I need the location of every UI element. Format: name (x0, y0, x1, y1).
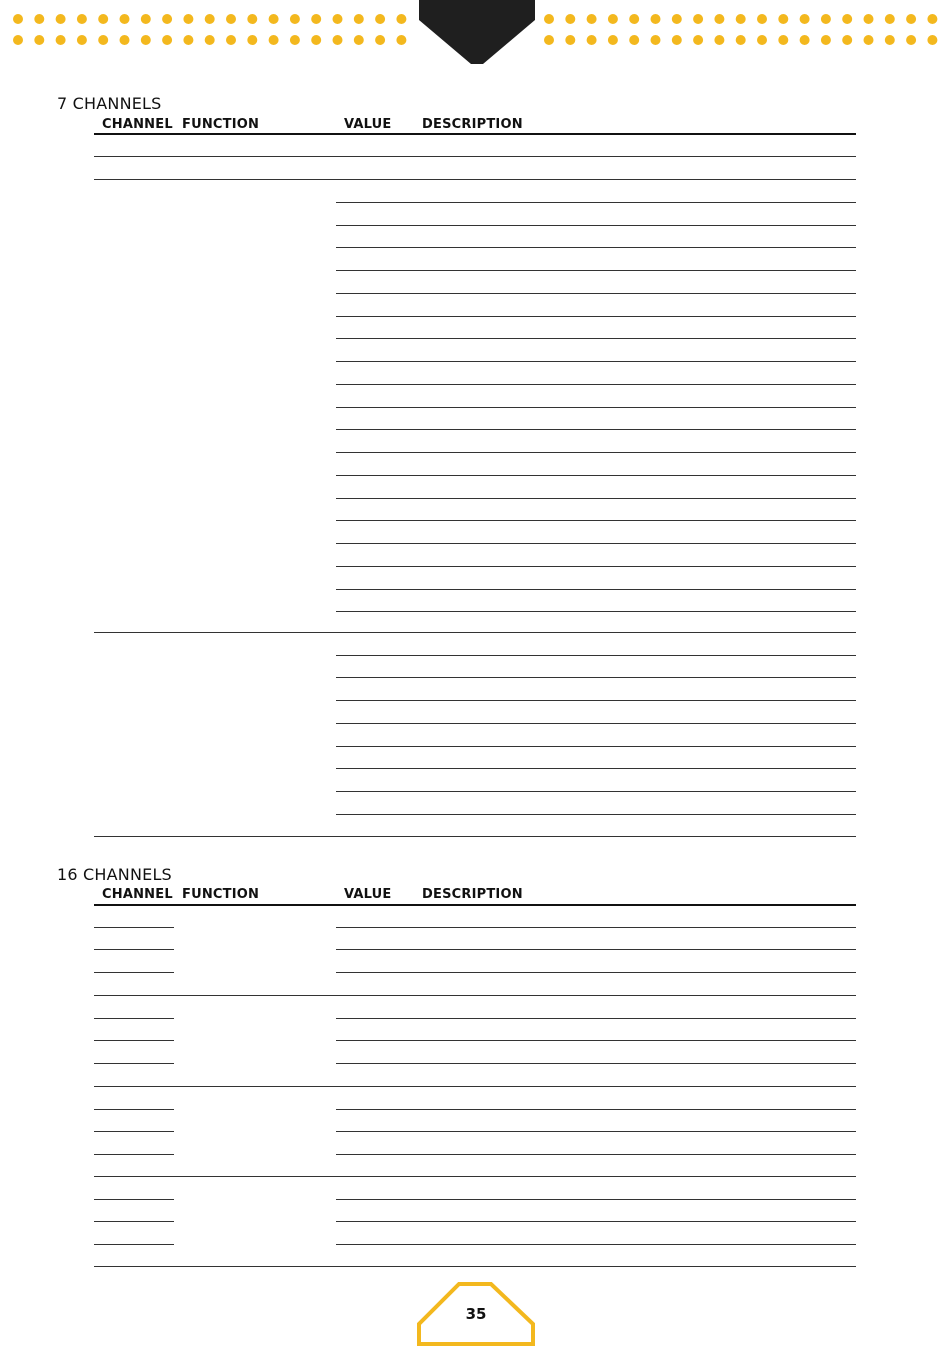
table-rule (94, 1244, 174, 1245)
table-rule (336, 225, 856, 226)
table-rule (94, 836, 856, 837)
section-title-16-channels: 16 CHANNELS (57, 865, 172, 884)
table-rule (336, 1131, 856, 1132)
table-rule (94, 179, 856, 180)
table-rule (94, 632, 856, 633)
table-rule (94, 927, 174, 928)
table-rule (94, 156, 856, 157)
table-rule (94, 1154, 174, 1155)
table-rule (336, 1063, 856, 1064)
table-rule (94, 972, 174, 973)
table-rule (336, 566, 856, 567)
table-rule (336, 202, 856, 203)
table-rule (336, 611, 856, 612)
table-rule (336, 677, 856, 678)
table-rule (94, 1131, 174, 1132)
table-rule (94, 1040, 174, 1041)
table-rule (336, 338, 856, 339)
table-rule (94, 1109, 174, 1110)
table-rule (94, 1018, 174, 1019)
table-rule (94, 949, 174, 950)
table-rule (336, 384, 856, 385)
table-rule (336, 270, 856, 271)
table-rule (94, 904, 856, 906)
table-rule (94, 1063, 174, 1064)
table-rule (94, 133, 856, 135)
table-rule (336, 293, 856, 294)
table-rule (336, 316, 856, 317)
table-rule (336, 949, 856, 950)
table-rule (336, 1018, 856, 1019)
table-rule (336, 543, 856, 544)
column-header-function: FUNCTION (182, 117, 260, 132)
dot-pattern-icon (12, 13, 412, 45)
table-rule (94, 1176, 856, 1177)
down-chevron-tab-icon (419, 0, 535, 70)
table-rule (336, 1040, 856, 1041)
table-rule (336, 520, 856, 521)
table-rule (94, 995, 856, 996)
column-header-description: DESCRIPTION (422, 117, 523, 132)
table-rule (336, 1154, 856, 1155)
table-rule (336, 1244, 856, 1245)
table-rule (336, 814, 856, 815)
table-rule (336, 247, 856, 248)
table-rule (336, 407, 856, 408)
column-header-description: DESCRIPTION (422, 887, 523, 902)
table-rule (336, 655, 856, 656)
table-rule (336, 1221, 856, 1222)
table-rule (336, 927, 856, 928)
table-rule (336, 498, 856, 499)
table-rule (336, 475, 856, 476)
column-header-function: FUNCTION (182, 887, 260, 902)
table-rule (336, 452, 856, 453)
table-rule (336, 972, 856, 973)
table-rule (336, 746, 856, 747)
table-rule (94, 1199, 174, 1200)
page-number: 35 (465, 1305, 487, 1323)
column-header-channel: CHANNEL (102, 117, 173, 132)
dot-pattern-icon (543, 13, 943, 45)
table-rule (336, 723, 856, 724)
column-header-value: VALUE (344, 117, 392, 132)
table-rule (336, 791, 856, 792)
table-rule (336, 361, 856, 362)
table-rule (94, 1221, 174, 1222)
table-rule (336, 768, 856, 769)
table-rule (336, 700, 856, 701)
table-rule (336, 1109, 856, 1110)
table-rule (336, 589, 856, 590)
table-rule (336, 1199, 856, 1200)
section-title-7-channels: 7 CHANNELS (57, 94, 162, 113)
table-rule (94, 1266, 856, 1267)
column-header-channel: CHANNEL (102, 887, 173, 902)
table-rule (94, 1086, 856, 1087)
table-rule (336, 429, 856, 430)
column-header-value: VALUE (344, 887, 392, 902)
